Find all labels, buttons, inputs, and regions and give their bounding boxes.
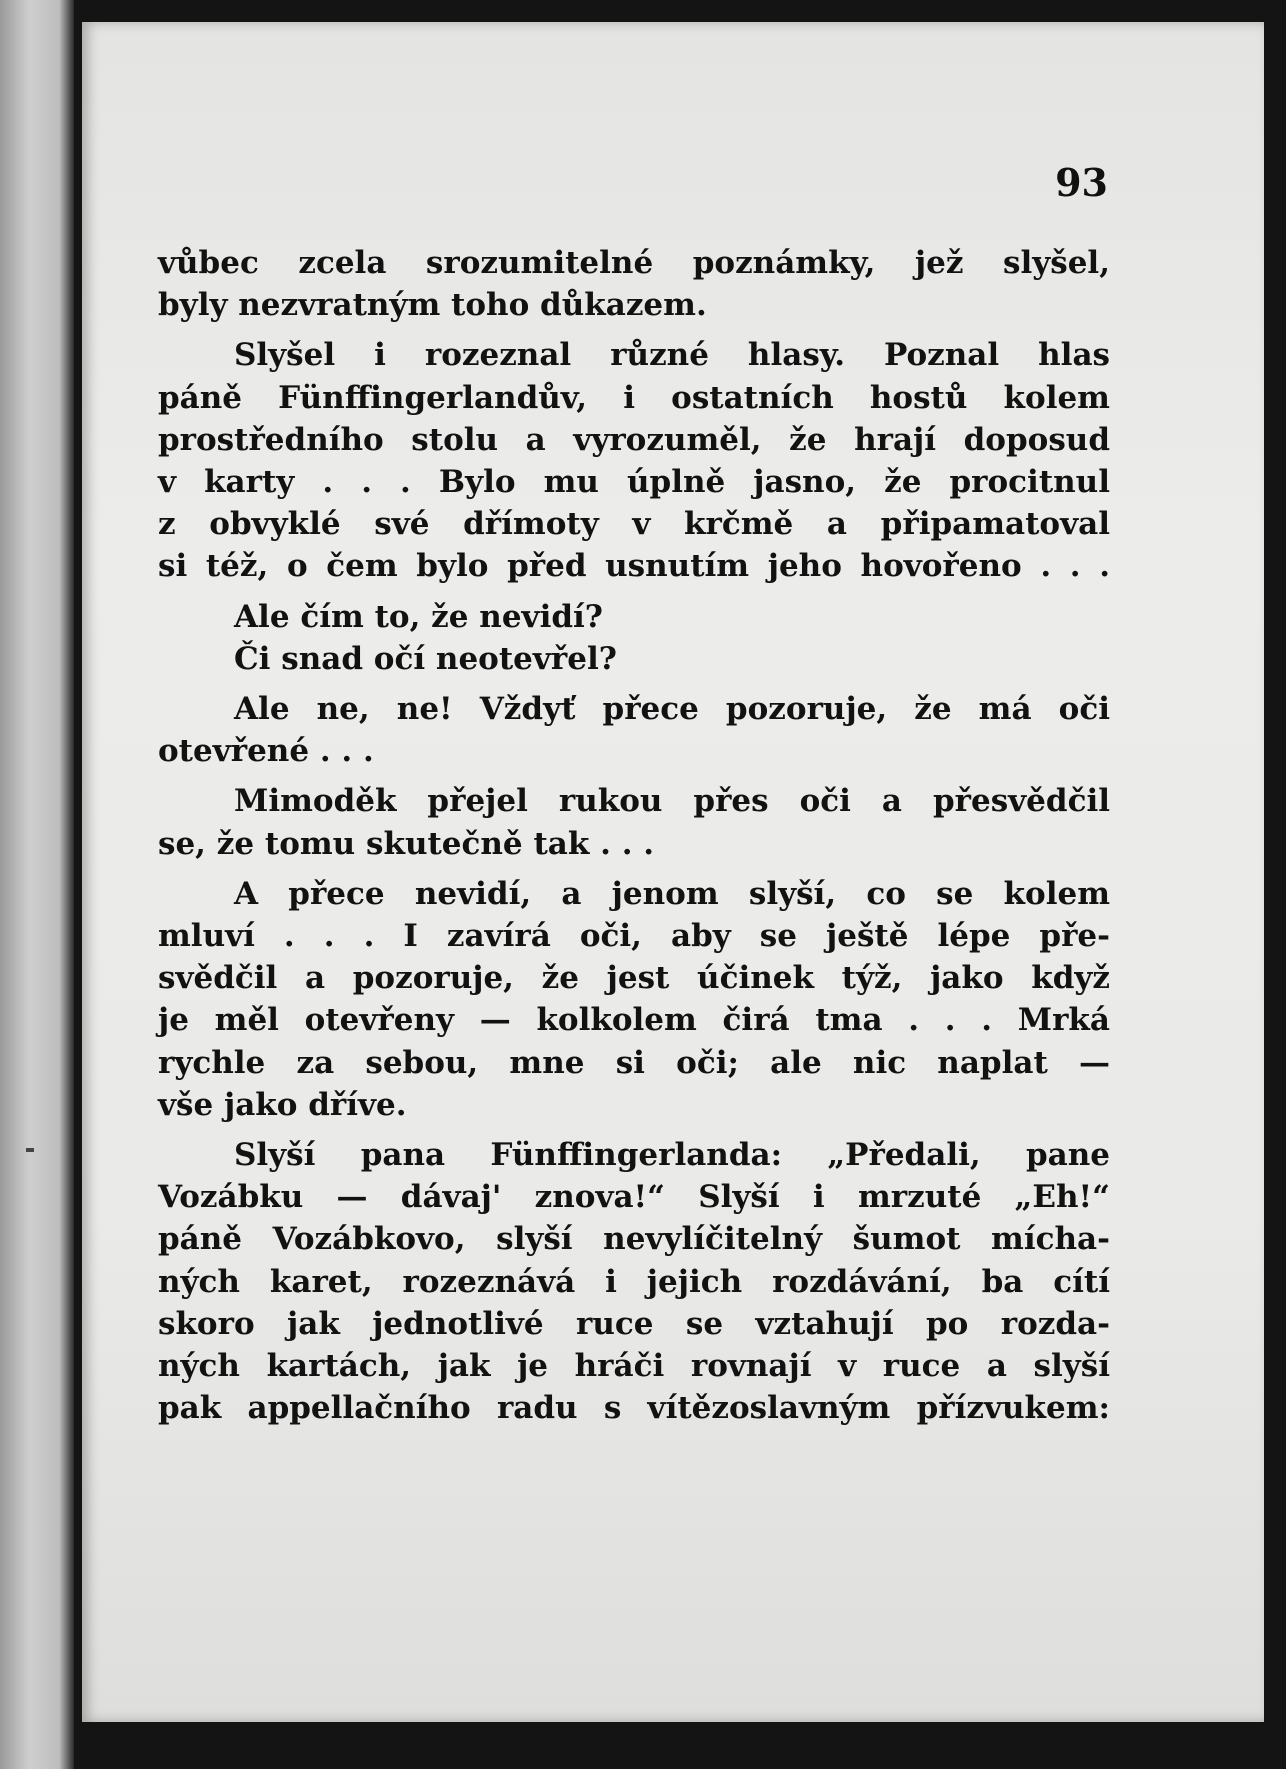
paragraph <box>158 780 1110 864</box>
text-line: Slyšel i rozeznal různé hlasy. Poznal hlas <box>234 337 1110 374</box>
text-line: Mimoděk přejel rukou přes oči a přesvědčil <box>234 783 1110 820</box>
paragraph <box>158 596 1110 680</box>
text-line: v karty . . . Bylo mu úplně jasno, že procitnul <box>158 464 1110 501</box>
text-line: svědčil a pozoruje, že jest účinek týž, jako když <box>158 960 1110 997</box>
paragraph <box>158 242 1110 326</box>
text-line: Slyší pana Fünffingerlanda: „Předali, pane <box>234 1137 1110 1174</box>
paragraph <box>158 334 1110 587</box>
text-line: páně Vozábkovo, slyší nevylíčitelný šumot mícha- <box>158 1221 1110 1258</box>
text-line: si též, o čem bylo před usnutím jeho hovořeno . . . <box>158 548 1110 585</box>
text-line: Či snad očí neotevřel? <box>234 640 617 677</box>
text-line: z obvyklé své dřímoty v krčmě a připamatoval <box>158 506 1110 543</box>
text-line: ných kartách, jak je hráči rovnají v ruce a slyší <box>158 1348 1110 1385</box>
text-line: Ale čím to, že nevidí? <box>234 598 603 635</box>
text-line: rychle za sebou, mne si oči; ale nic naplat — <box>158 1044 1110 1081</box>
text-line: ných karet, rozeznává i jejich rozdávání, ba cítí <box>158 1263 1110 1300</box>
text-line: A přece nevidí, a jenom slyší, co se kolem <box>234 875 1110 912</box>
book-page <box>82 22 1264 1722</box>
text-line: je měl otevřeny — kolkolem čirá tma . . . Mrká <box>158 1002 1110 1039</box>
text-line: mluví . . . I zavírá oči, aby se ještě lépe pře- <box>158 918 1110 955</box>
margin-mark <box>26 1148 34 1152</box>
text-line: se, že tomu skutečně tak . . . <box>158 825 655 862</box>
text-line: vše jako dříve. <box>158 1086 407 1123</box>
paragraph <box>158 1134 1110 1429</box>
text-line: prostředního stolu a vyrozuměl, že hrají doposud <box>158 421 1110 458</box>
paragraph <box>158 688 1110 772</box>
text-line: pak appellačního radu s vítězoslavným přízvukem: <box>158 1390 1110 1427</box>
text-line: páně Fünffingerlandův, i ostatních hostů kolem <box>158 379 1110 416</box>
text-line: Ale ne, ne! Vždyť přece pozoruje, že má oči <box>234 691 1110 728</box>
text-line: byly nezvratným toho důkazem. <box>158 287 707 324</box>
text-line: otevřené . . . <box>158 733 374 770</box>
body-text <box>158 242 1110 1437</box>
book-gutter <box>0 0 74 1769</box>
paragraph <box>158 873 1110 1126</box>
text-line: Vozábku — dávaj' znova!“ Slyší i mrzuté „Eh!“ <box>158 1179 1110 1216</box>
text-line: vůbec zcela srozumitelné poznámky, jež slyšel, <box>158 245 1110 281</box>
page-number: 93 <box>1055 160 1108 205</box>
text-line: skoro jak jednotlivé ruce se vztahují po rozda- <box>158 1305 1110 1342</box>
